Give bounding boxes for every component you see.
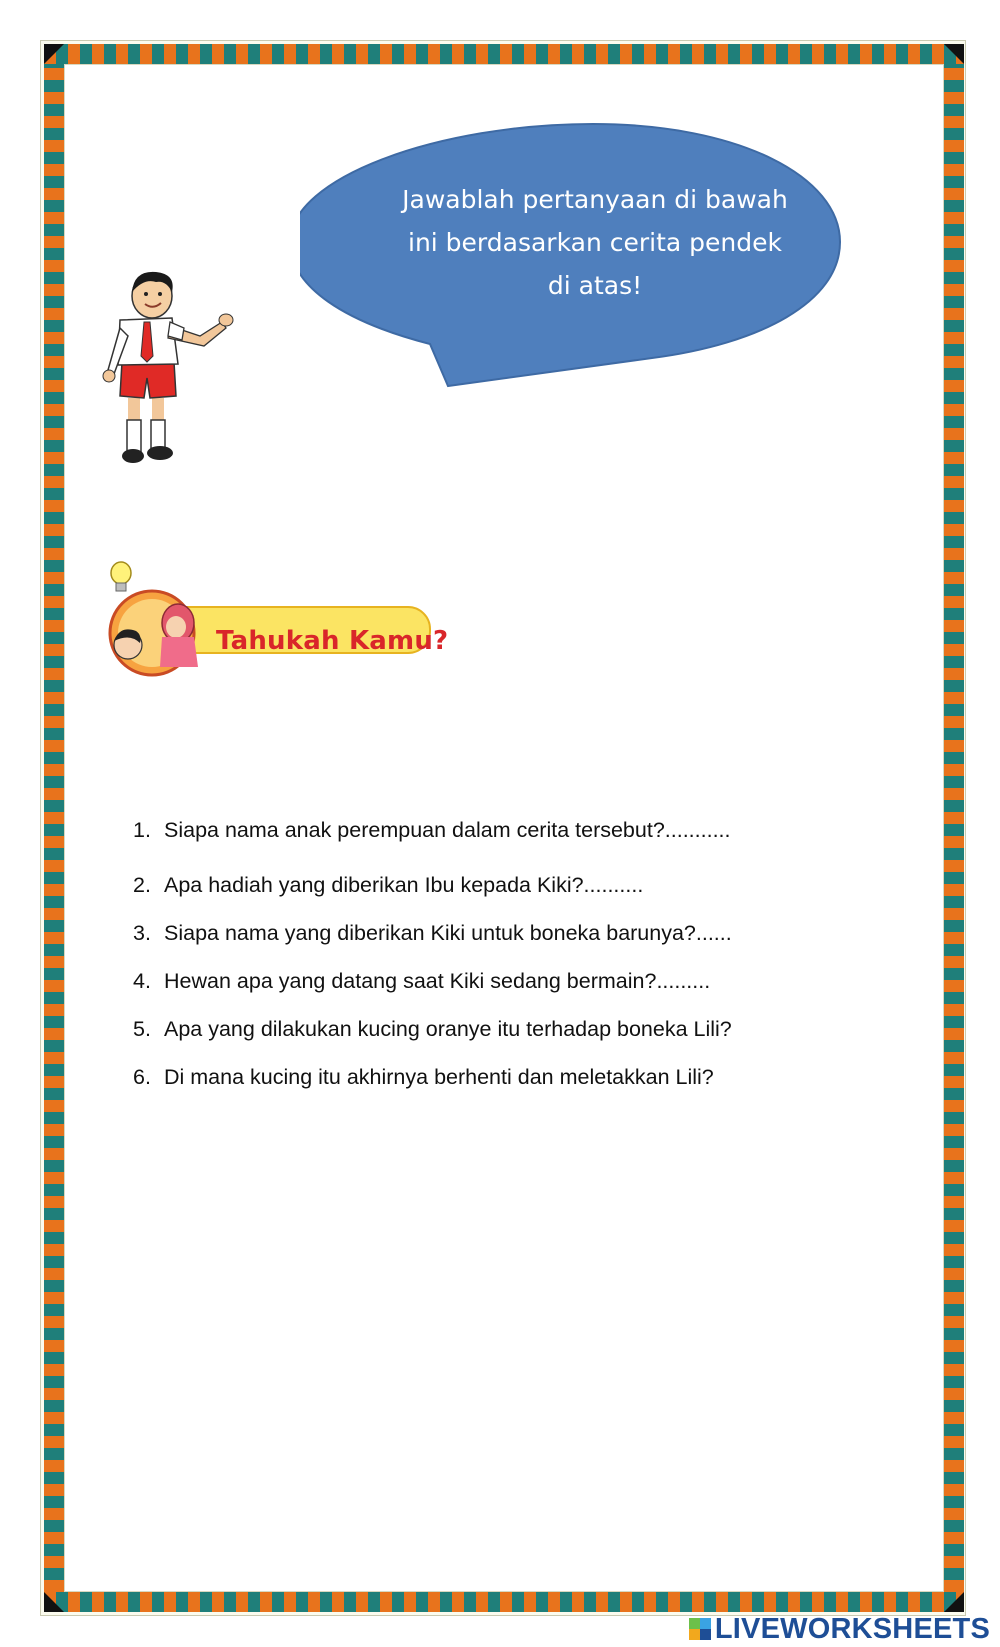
border-corner (944, 1592, 964, 1612)
question-text: Hewan apa yang datang saat Kiki sedang bermain?......... (164, 969, 711, 993)
question-number: 3. (133, 921, 151, 945)
question-item (133, 873, 643, 898)
instruction-line-3: di atas! (547, 271, 643, 300)
instruction-line-1: Jawablah pertanyaan di bawah (402, 185, 788, 214)
schoolboy-illustration (100, 270, 240, 485)
question-number: 6. (133, 1065, 151, 1089)
question-item (133, 1065, 714, 1090)
question-item (133, 1017, 732, 1042)
border-corner (944, 44, 964, 64)
instruction-line-2: ini berdasarkan cerita pendek (408, 228, 782, 257)
border-corner (44, 1592, 64, 1612)
question-text: Siapa nama yang diberikan Kiki untuk boneka barunya?...... (164, 921, 732, 945)
lightbulb-icon (106, 558, 136, 598)
question-number: 4. (133, 969, 151, 993)
badge-title: Tahukah Kamu? (216, 626, 449, 656)
question-number: 5. (133, 1017, 151, 1041)
brand-name: LIVEWORKSHEETS (714, 1612, 990, 1645)
instruction-text (380, 178, 810, 307)
question-text: Siapa nama anak perempuan dalam cerita tersebut?........... (164, 818, 731, 842)
question-text: Apa yang dilakukan kucing oranye itu terhadap boneka Lili? (164, 1017, 732, 1041)
question-number: 1. (133, 818, 151, 842)
question-item (133, 921, 732, 946)
question-item (133, 818, 731, 843)
question-text: Di mana kucing itu akhirnya berhenti dan meletakkan Lili? (164, 1065, 714, 1089)
question-number: 2. (133, 873, 151, 897)
question-text: Apa hadiah yang diberikan Ibu kepada Kiki?.......... (164, 873, 644, 897)
question-item (133, 969, 710, 994)
liveworksheets-logo[interactable] (689, 1612, 990, 1646)
liveworksheets-icon (689, 1618, 711, 1640)
border-corner (44, 44, 64, 64)
